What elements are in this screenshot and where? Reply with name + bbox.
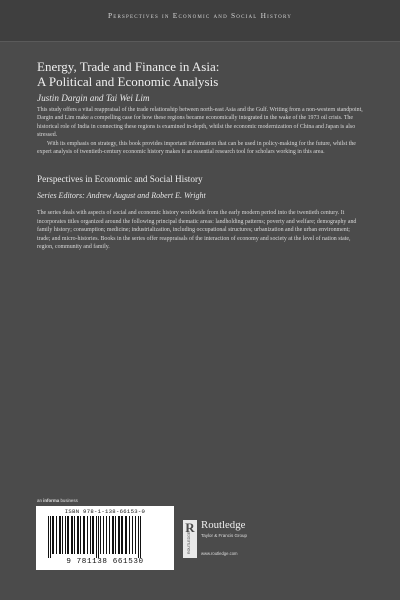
book-title (37, 59, 363, 89)
barcode-bar (109, 516, 110, 554)
book-blurb-paragraph-1: This study offers a vital reappraisal of the trade relationship between north-east Asia and the Gulf. Writing from a non-western standpoint, Dargin and Lim make a compelling case for how these regions became economically integrated in the wake of the 1973 oil crisis. The historical role of India in connecting these regions is examined in-depth, whilst the economic modernization of China and Japan is also stressed. (37, 107, 363, 139)
barcode-bar (106, 516, 107, 554)
barcode-bar (50, 516, 51, 558)
barcode-bar (100, 516, 101, 554)
barcode-bar (121, 516, 123, 554)
series-description: The series deals with aspects of social and economic history worldwide from the early modern period into the twentieth century. It incorporates titles organized around the following principal thematic areas: landholding patterns; poverty and welfare; demography and family history; consumption; medicine; industrialization, including occupational structures; urbanization and the urban environment; trade; and micro-histories. Books in the series offer reappraisals of the interaction of economy and society at the level of nation state, region, community and family. (37, 210, 357, 251)
isbn-barcode (36, 506, 174, 570)
barcode-bar (90, 516, 91, 554)
publisher-spine-label: ROUTLEDGE (187, 531, 191, 554)
barcode-bar (140, 516, 141, 558)
barcode-bar (87, 516, 88, 554)
imprint-prefix: an (37, 498, 44, 503)
barcode-bar (118, 516, 120, 554)
barcode-bar (71, 516, 73, 554)
cover-text-block (37, 59, 363, 251)
imprint-brand: informa (43, 498, 60, 503)
barcode-bar (77, 516, 79, 554)
barcode-bar (96, 516, 97, 558)
barcode-bar (67, 516, 69, 554)
barcode-bar (74, 516, 75, 554)
barcode-bar (80, 516, 81, 554)
barcode-bar (98, 516, 99, 558)
barcode-bar (56, 516, 57, 554)
series-header-text: Perspectives in Economic and Social History (107, 11, 293, 20)
barcode-bars (46, 516, 164, 558)
svg-text:R: R (185, 520, 195, 535)
barcode-bar (125, 516, 127, 554)
publisher-group: Taylor & Francis Group (201, 533, 248, 538)
barcode-bar (138, 516, 139, 558)
book-title-line1: Energy, Trade and Finance in Asia: (37, 59, 220, 74)
barcode-bar (103, 516, 104, 554)
ean-digits: 9 781138 661530 (66, 558, 144, 566)
imprint-line (37, 498, 78, 503)
barcode-bar (83, 516, 85, 554)
barcode-bar (48, 516, 49, 558)
barcode-bar (65, 516, 66, 554)
barcode-bar (115, 516, 116, 554)
publisher-url: www.routledge.com (201, 551, 238, 556)
book-blurb-paragraph-2: With its emphasis on strategy, this book provides important information that can be used in policy-making for the future, whilst the expert analysis of twentieth-century economic history makes it an essential research tool for scholars working in this area. (37, 140, 356, 156)
barcode-bar (112, 516, 114, 554)
barcode-bar (92, 516, 94, 554)
series-editors: Series Editors: Andrew August and Robert E. Wright (37, 191, 206, 201)
routledge-r-icon (183, 520, 197, 558)
barcode-bar (52, 516, 54, 554)
barcode-bar (62, 516, 63, 554)
imprint-suffix: business (59, 498, 78, 503)
publisher-logo-block (183, 520, 303, 560)
isbn-label: ISBN 978-1-138-66153-0 (64, 508, 146, 515)
publisher-name: Routledge (201, 519, 246, 531)
barcode-bar (59, 516, 61, 554)
barcode-bar (132, 516, 133, 554)
book-title-line2: A Political and Economic Analysis (37, 74, 219, 89)
book-authors: Justin Dargin and Tai Wei Lim (37, 93, 150, 103)
series-header-band (0, 0, 400, 42)
barcode-bar (135, 516, 136, 554)
series-title: Perspectives in Economic and Social History (37, 174, 203, 185)
barcode-bar (129, 516, 130, 554)
